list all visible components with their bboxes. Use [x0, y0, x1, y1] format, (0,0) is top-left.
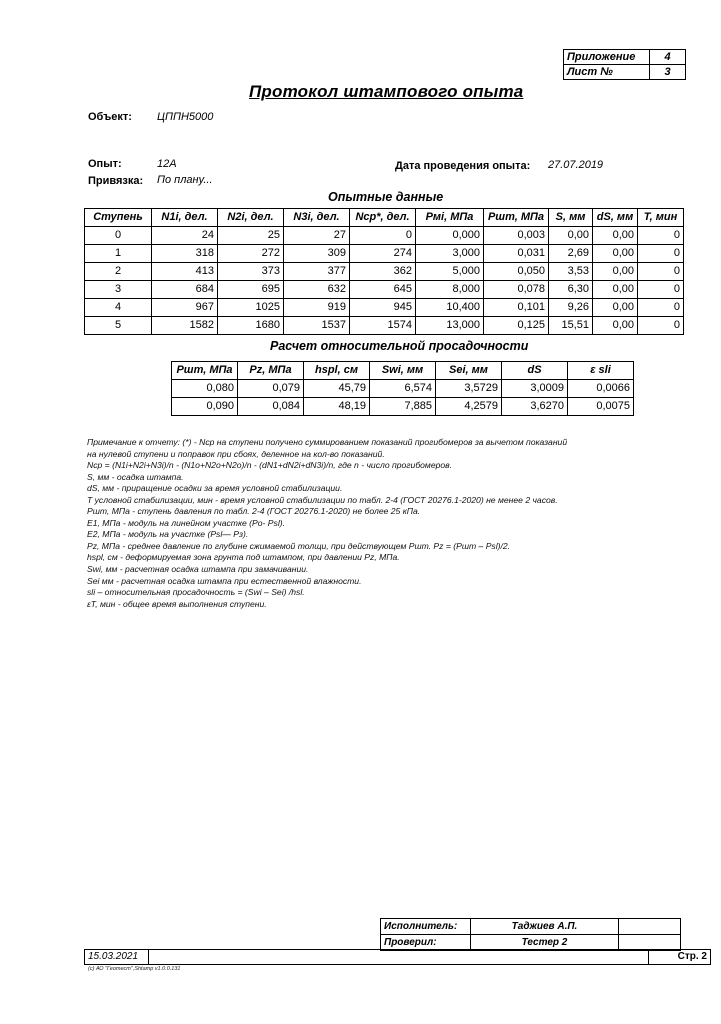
- cell: 0,090: [172, 398, 238, 416]
- cell: 48,19: [304, 398, 370, 416]
- cell: 5: [85, 317, 152, 335]
- object-label: Объект:: [88, 111, 132, 123]
- cell: 0,003: [484, 227, 549, 245]
- cell: 27: [284, 227, 350, 245]
- date-label: Дата проведения опыта:: [395, 160, 531, 172]
- cell: 362: [350, 263, 416, 281]
- date-value: 27.07.2019: [548, 159, 604, 171]
- cell: 0,00: [593, 263, 638, 281]
- cell: 0: [638, 317, 684, 335]
- col-header-ds: dS, мм: [593, 209, 638, 227]
- test-value: 12А: [157, 158, 177, 170]
- col-header-esli: ε sli: [568, 362, 634, 380]
- appendix-box: [563, 49, 686, 80]
- cell: 4,2579: [436, 398, 502, 416]
- table-row: [85, 299, 684, 317]
- copyright-text: (c) АО "Геотест",Shtamp v1.0.0.131: [88, 966, 181, 972]
- cell: 1582: [152, 317, 218, 335]
- cell: 0,125: [484, 317, 549, 335]
- experimental-table: [84, 208, 684, 335]
- cell: 3,6270: [502, 398, 568, 416]
- table-header-row: [85, 209, 684, 227]
- note-line: hspl, см - деформируемая зона грунта под штампом, при давлении Pz, МПа.: [87, 552, 400, 563]
- sheet-value: 3: [650, 65, 686, 80]
- note-line: Sei мм - расчетная осадка штампа при естественной влажности.: [87, 575, 362, 586]
- executor-signature-cell: [619, 919, 681, 935]
- cell: 1: [85, 245, 152, 263]
- note-line: Pшт, МПа - ступень давления по табл. 2-4 (ГОСТ 20276.1-2020) не более 25 кПа.: [87, 506, 421, 517]
- cell: 2: [85, 263, 152, 281]
- appendix-label: Приложение: [564, 50, 650, 65]
- footer-bar: [84, 949, 711, 965]
- cell: 1025: [218, 299, 284, 317]
- cell: 0,050: [484, 263, 549, 281]
- sheet-row: [564, 65, 686, 80]
- cell: 413: [152, 263, 218, 281]
- cell: 695: [218, 281, 284, 299]
- cell: 0,079: [238, 380, 304, 398]
- cell: 25: [218, 227, 284, 245]
- cell: 3,5729: [436, 380, 502, 398]
- cell: 0: [638, 227, 684, 245]
- note-line: на нулевой ступени и поправок при сбоях, деленное на кол-во показаний.: [87, 448, 385, 459]
- page-title: Протокол штампового опыта: [249, 82, 524, 101]
- cell: 3,0009: [502, 380, 568, 398]
- cell: 0,084: [238, 398, 304, 416]
- col-header-hspl: hspl, см: [304, 362, 370, 380]
- cell: 3: [85, 281, 152, 299]
- col-header-pz: Pz, МПа: [238, 362, 304, 380]
- col-header-psht: Pшт, МПа: [172, 362, 238, 380]
- col-header-swi: Swi, мм: [370, 362, 436, 380]
- cell: 309: [284, 245, 350, 263]
- col-header-s: S, мм: [549, 209, 593, 227]
- table-row: [85, 245, 684, 263]
- cell: 8,000: [416, 281, 484, 299]
- col-header-ncp: Ncp*, дел.: [350, 209, 416, 227]
- cell: 1680: [218, 317, 284, 335]
- checker-name: Тестер 2: [471, 935, 619, 951]
- col-header-n2: N2i, дел.: [218, 209, 284, 227]
- note-line: Pz, МПа - среднее давление по глубине сжимаемой толщи, при действующем Pшт. Pz = (Pшт – Psl)/2.: [87, 540, 511, 551]
- cell: 0,00: [549, 227, 593, 245]
- note-line: E2, МПа - модуль на участке (Psl— Pз).: [87, 529, 249, 540]
- note-line: sli – относительная просадочность = (Swi – Sei) /hsl.: [87, 587, 305, 598]
- col-header-n1: N1i, дел.: [152, 209, 218, 227]
- table-row: [172, 398, 634, 416]
- binding-label: Привязка:: [88, 175, 144, 187]
- cell: 0: [638, 299, 684, 317]
- cell: 0,101: [484, 299, 549, 317]
- cell: 0: [350, 227, 416, 245]
- cell: 945: [350, 299, 416, 317]
- cell: 0,00: [593, 317, 638, 335]
- cell: 0: [638, 245, 684, 263]
- cell: 0,0066: [568, 380, 634, 398]
- footer-blank: [149, 950, 649, 965]
- signature-table: [380, 918, 681, 951]
- cell: 3,000: [416, 245, 484, 263]
- test-label: Опыт:: [88, 158, 122, 170]
- cell: 318: [152, 245, 218, 263]
- cell: 967: [152, 299, 218, 317]
- col-header-sei: Sei, мм: [436, 362, 502, 380]
- experimental-title: Опытные данные: [328, 190, 444, 204]
- cell: 919: [284, 299, 350, 317]
- appendix-row: [564, 50, 686, 65]
- cell: 24: [152, 227, 218, 245]
- note-line: E1, МПа - модуль на линейном участке (Po- Psl).: [87, 517, 285, 528]
- executor-name: Таджиев А.П.: [471, 919, 619, 935]
- cell: 0,00: [593, 281, 638, 299]
- col-header-t: T, мин: [638, 209, 684, 227]
- cell: 13,000: [416, 317, 484, 335]
- cell: 377: [284, 263, 350, 281]
- cell: 9,26: [549, 299, 593, 317]
- cell: 6,574: [370, 380, 436, 398]
- cell: 0: [638, 263, 684, 281]
- cell: 7,885: [370, 398, 436, 416]
- table-row: [85, 281, 684, 299]
- col-header-psht: Pшт, МПа: [484, 209, 549, 227]
- note-line: ɛT, мин - общее время выполнения ступени.: [87, 598, 267, 609]
- object-value: ЦППН5000: [157, 111, 214, 123]
- cell: 0: [85, 227, 152, 245]
- binding-value: По плану...: [157, 174, 213, 186]
- cell: 0,0075: [568, 398, 634, 416]
- table-row: [85, 317, 684, 335]
- footer-row: [85, 950, 711, 965]
- cell: 0,031: [484, 245, 549, 263]
- signature-row-executor: [381, 919, 681, 935]
- cell: 274: [350, 245, 416, 263]
- cell: 45,79: [304, 380, 370, 398]
- report-notes: [87, 437, 647, 610]
- cell: 272: [218, 245, 284, 263]
- cell: 0,080: [172, 380, 238, 398]
- cell: 3,53: [549, 263, 593, 281]
- cell: 684: [152, 281, 218, 299]
- note-line: Ncp = (N1i+N2i+N3i)/n - (N1o+N2o+N2o)/n - (dN1+dN2i+dN3i)/n, где n - число прогибомеров.: [87, 460, 453, 471]
- cell: 10,400: [416, 299, 484, 317]
- cell: 0,00: [593, 299, 638, 317]
- subsidence-title: Расчет относительной просадочности: [270, 339, 529, 353]
- cell: 15,51: [549, 317, 593, 335]
- cell: 6,30: [549, 281, 593, 299]
- cell: 373: [218, 263, 284, 281]
- cell: 632: [284, 281, 350, 299]
- footer-date: 15.03.2021: [85, 950, 149, 965]
- cell: 645: [350, 281, 416, 299]
- table-row: [85, 263, 684, 281]
- col-header-pmi: Pмi, МПа: [416, 209, 484, 227]
- subsidence-table: [171, 361, 634, 416]
- cell: 1574: [350, 317, 416, 335]
- cell: 0,00: [593, 245, 638, 263]
- page-number: Стр. 2: [649, 950, 711, 965]
- cell: 0,078: [484, 281, 549, 299]
- note-line: dS, мм - приращение осадки за время условной стабилизации.: [87, 483, 343, 494]
- cell: 4: [85, 299, 152, 317]
- note-line: T условной стабилизации, мин - время условной стабилизации по табл. 2-4 (ГОСТ 20276.1-2020) не менее 2 часов.: [87, 494, 558, 505]
- cell: 0,00: [593, 227, 638, 245]
- table-row: [172, 380, 634, 398]
- note-line: S, мм - осадка штампа.: [87, 471, 184, 482]
- cell: 0,000: [416, 227, 484, 245]
- note-line: Примечание к отчету: (*) - Ncp на ступени получено суммированием показаний прогибомеров за вычетом показаний: [87, 437, 568, 447]
- cell: 5,000: [416, 263, 484, 281]
- checker-label: Проверил:: [381, 935, 471, 951]
- table-row: [85, 227, 684, 245]
- cell: 2,69: [549, 245, 593, 263]
- col-header-step: Ступень: [85, 209, 152, 227]
- col-header-n3: N3i, дел.: [284, 209, 350, 227]
- appendix-value: 4: [650, 50, 686, 65]
- note-line: Swi, мм - расчетная осадка штампа при замачивании.: [87, 564, 309, 575]
- table-header-row: [172, 362, 634, 380]
- cell: 0: [638, 281, 684, 299]
- executor-label: Исполнитель:: [381, 919, 471, 935]
- sheet-label: Лист №: [564, 65, 650, 80]
- col-header-ds: dS: [502, 362, 568, 380]
- cell: 1537: [284, 317, 350, 335]
